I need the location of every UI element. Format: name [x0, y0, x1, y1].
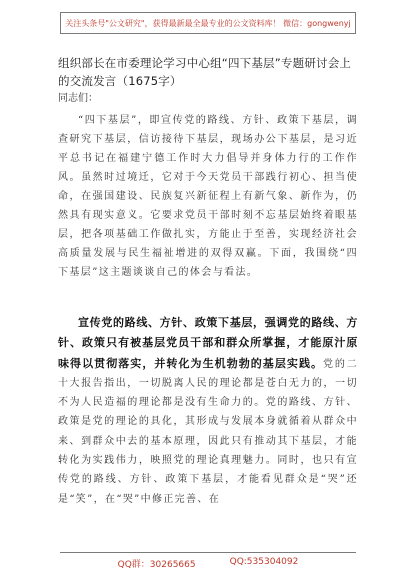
paragraph-2: [58, 313, 358, 509]
footer-qq-group: QQ群：30265665: [117, 560, 196, 570]
document-title: 组织部长在市委理论学习中心组“四下基层”专题研讨会上的交流发言（1675字）: [58, 56, 352, 88]
paragraph-1: “四下基层”，即宣传党的路线、方针、政策下基层，调查研究下基层，信访接待下基层，现场办公下基层，是习近平总书记在福建宁德工作时大力倡导并身体力行的工作作风。虽然时过境迁，它对于今天党员干部践行初心、担当使命，在强国建设、民族复兴新征程上有新气象、新作为，仍然具有现实意义。它要求党员干部时刻不忘基层始终着眼基层，把各项基础工作做扎实，方能止于至善，实现经济社会高质量发展与民生福祉增进的双得双赢。下面，我围绕“四下基层”这主题谈谈自己的体会与看法。: [58, 115, 358, 278]
footer-contact: [60, 552, 356, 570]
banner-text: 关注头条号"公文研究"，获得最新最全最专业的公文资料库！ 微信：gongwenyj: [65, 18, 351, 28]
header-banner: [60, 12, 356, 34]
paragraph-2-emphasis: 宣传党的路线、方针、政策下基层，强调党的路线、方针、政策只有被基层党员干部和群众所掌握，才能原汁原味得以贯彻落实，并转化为生机勃勃的基层实践。: [58, 316, 358, 370]
document-body: [58, 54, 358, 509]
footer-qq: QQ:535304092: [229, 557, 299, 567]
paragraph-1-block: [58, 111, 358, 311]
paragraph-2-block: [58, 313, 358, 509]
paragraph-2-body: 党的二十大报告指出，一切脱离人民的理论都是苍白无力的，一切不为人民造福的理论都是没有生命力的。党的路线、方针、政策是党的理论的具化，其形成与发展本身就循着从群众中来、到群众中去的基本原理，因此只有推动其下基层，才能转化为实践伟力，映照党的理论真理魅力。同时，也只有宣传党的路线、方针、政策下基层，才能看见群众是“哭”还是“笑”，在“哭”中修正完善、在: [58, 358, 358, 505]
greeting: 同志们：: [58, 93, 98, 104]
